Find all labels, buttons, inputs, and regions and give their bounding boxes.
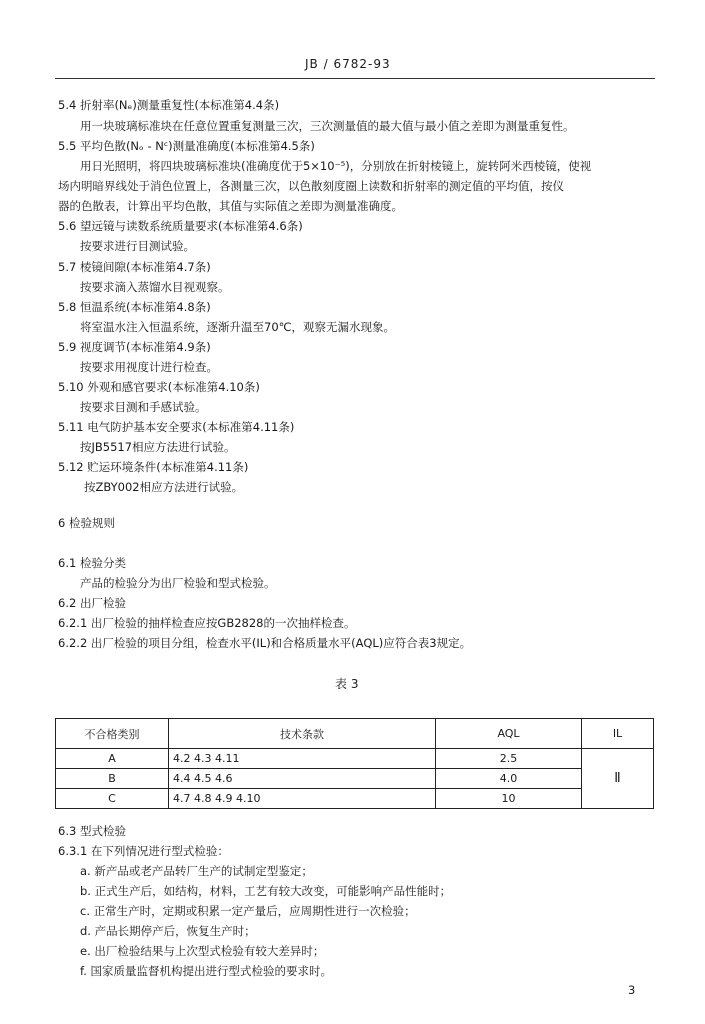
list-item-e: e. 出厂检验结果与上次型式检验有较大差异时； xyxy=(80,944,325,958)
page-number: 3 xyxy=(628,983,636,997)
cell-category: A xyxy=(56,749,169,769)
clause-5-4: 5.4 折射率(Nₑ)测量重复性(本标准第4.4条) xyxy=(58,98,280,112)
header-rule xyxy=(55,78,655,79)
clause-5-11-text: 按JB5517相应方法进行试验。 xyxy=(80,440,236,454)
clause-5-5-text-1: 用日光照明，将四块玻璃标准块(准确度优于5×10⁻⁵)，分别放在折射棱镜上，旋转阿米西棱镜，使视 xyxy=(80,159,592,173)
clause-6-2-1: 6.2.1 出厂检验的抽样检查应按GB2828的一次抽样检查。 xyxy=(58,616,356,630)
clause-5-5: 5.5 平均色散(Nₒ - Nᶜ)测量准确度(本标准第4.5条) xyxy=(58,139,315,153)
header-il: IL xyxy=(582,719,654,749)
clause-6-1: 6.1 检验分类 xyxy=(58,556,126,570)
clause-5-10-text: 按要求目测和手感试验。 xyxy=(80,400,207,414)
clause-5-6: 5.6 望远镜与读数系统质量要求(本标准第4.6条) xyxy=(58,219,303,233)
clause-6-2-2: 6.2.2 出厂检验的项目分组，检查水平(IL)和合格质量水平(AQL)应符合表3规定。 xyxy=(58,636,472,650)
clause-5-12-text: 按ZBY002相应方法进行试验。 xyxy=(84,480,244,494)
list-item-a: a. 新产品或老产品转厂生产的试制定型鉴定； xyxy=(80,864,313,878)
table-row xyxy=(56,789,654,809)
clause-5-8: 5.8 恒温系统(本标准第4.8条) xyxy=(58,300,211,314)
list-item-f: f. 国家质量监督机构提出进行型式检验的要求时。 xyxy=(80,964,333,978)
clause-5-5-text-2: 场内明暗界线处于消色位置上，各测量三次，以色散刻度圈上读数和折射率的测定值的平均值，按仪 xyxy=(58,179,564,193)
clause-5-10: 5.10 外观和感官要求(本标准第4.10条) xyxy=(58,380,260,394)
list-item-d: d. 产品长期停产后，恢复生产时； xyxy=(80,924,256,938)
cell-aql: 10 xyxy=(436,789,582,809)
table-3 xyxy=(55,718,654,809)
cell-clauses: 4.2 4.3 4.11 xyxy=(169,749,436,769)
clause-6-3: 6.3 型式检验 xyxy=(58,824,126,838)
list-item-b: b. 正式生产后，如结构，材料，工艺有较大改变，可能影响产品性能时； xyxy=(80,884,452,898)
clause-5-9-text: 按要求用视度计进行检查。 xyxy=(80,360,218,374)
clause-6-3-1: 6.3.1 在下列情况进行型式检验： xyxy=(58,844,229,858)
clause-5-12: 5.12 贮运环境条件(本标准第4.11条) xyxy=(58,460,249,474)
cell-aql: 4.0 xyxy=(436,769,582,789)
header-category: 不合格类别 xyxy=(56,719,169,749)
clause-5-8-text: 将室温水注入恒温系统，逐渐升温至70℃，观察无漏水现象。 xyxy=(80,320,396,334)
cell-clauses: 4.4 4.5 4.6 xyxy=(169,769,436,789)
clause-5-4-text: 用一块玻璃标准块在任意位置重复测量三次，三次测量值的最大值与最小值之差即为测量重复性。 xyxy=(80,119,575,133)
table-caption: 表 3 xyxy=(335,677,359,691)
cell-il: Ⅱ xyxy=(582,749,654,809)
clause-5-5-text-3: 器的色散表，计算出平均色散，其值与实际值之差即为测量准确度。 xyxy=(58,199,403,213)
header-clauses: 技术条款 xyxy=(169,719,436,749)
list-item-c: c. 正常生产时，定期或积累一定产量后，应周期性进行一次检验； xyxy=(80,904,416,918)
table-row xyxy=(56,749,654,769)
cell-category: B xyxy=(56,769,169,789)
clause-6-1-text: 产品的检验分为出厂检验和型式检验。 xyxy=(80,576,276,590)
table-header-row xyxy=(56,719,654,749)
cell-category: C xyxy=(56,789,169,809)
cell-clauses: 4.7 4.8 4.9 4.10 xyxy=(169,789,436,809)
header-code: JB / 6782-93 xyxy=(305,57,391,71)
clause-5-7-text: 按要求滴入蒸馏水目视观察。 xyxy=(80,280,230,294)
section-6-heading: 6 检验规则 xyxy=(58,516,115,530)
clause-5-11: 5.11 电气防护基本安全要求(本标准第4.11条) xyxy=(58,420,295,434)
clause-5-7: 5.7 棱镜间隙(本标准第4.7条) xyxy=(58,260,211,274)
clause-5-6-text: 按要求进行目测试验。 xyxy=(80,239,195,253)
table-row xyxy=(56,769,654,789)
clause-5-9: 5.9 视度调节(本标准第4.9条) xyxy=(58,340,211,354)
clause-6-2: 6.2 出厂检验 xyxy=(58,596,126,610)
header-aql: AQL xyxy=(436,719,582,749)
cell-aql: 2.5 xyxy=(436,749,582,769)
